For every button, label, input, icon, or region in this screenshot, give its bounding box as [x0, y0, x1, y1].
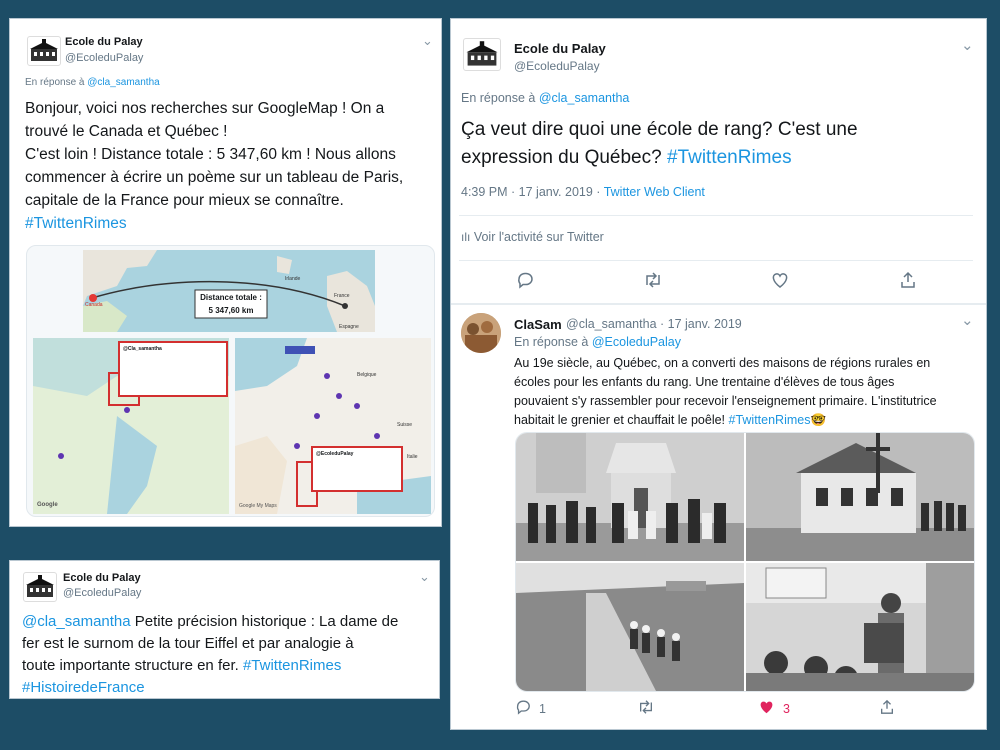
like-icon[interactable]	[771, 271, 789, 294]
author-handle[interactable]: @EcoleduPalay	[65, 52, 144, 64]
map-place-espagne: Espagne	[339, 324, 359, 330]
map-place-canada: Canada	[85, 302, 103, 308]
reply-text-line: Au 19e siècle, au Québec, on a converti des maisons de régions rurales en	[514, 356, 931, 370]
tweet-text-line	[461, 144, 981, 172]
tweet-timestamp[interactable]: 4:39 PM · 17 janv. 2019 ·	[461, 185, 604, 199]
share-icon[interactable]	[899, 271, 917, 294]
reply-context	[461, 91, 629, 105]
divider	[451, 303, 986, 305]
hashtag-link[interactable]: #HistoiredeFrance	[22, 679, 145, 696]
tweet-text	[25, 97, 437, 235]
reply-prefix: En réponse à	[461, 91, 536, 105]
tweet-text-segment: Petite précision historique : La dame de	[130, 613, 399, 630]
reply-text	[514, 354, 984, 430]
tweet-text-line: C'est loin ! Distance totale : 5 347,60 km ! Nous allons	[25, 146, 396, 163]
reply-prefix: En réponse à	[514, 335, 589, 349]
chevron-down-icon[interactable]: ⌄	[419, 569, 430, 584]
bar-chart-icon: ılı	[461, 230, 471, 244]
reply-text-line: écoles pour les enfants du rang. Une trentaine d'élèves de tous âges	[514, 375, 895, 389]
reply-icon[interactable]	[516, 271, 534, 294]
reply-mention-link[interactable]: @EcoleduPalay	[591, 335, 681, 349]
tweet-text-line: Bonjour, voici nos recherches sur GoogleMap ! On a	[25, 100, 385, 117]
reply-mention-link[interactable]: @cla_samantha	[87, 77, 160, 88]
nerd-face-emoji: 🤓	[810, 413, 827, 427]
tweet-text	[22, 611, 436, 699]
hashtag-link[interactable]: #TwittenRimes	[242, 657, 342, 674]
reply-avatar[interactable]	[461, 313, 501, 353]
google-logo: Google	[37, 502, 58, 508]
reply-count: 1	[539, 702, 546, 716]
activity-label: Voir l'activité sur Twitter	[473, 230, 604, 244]
mention-link[interactable]: @cla_samantha	[22, 613, 131, 630]
hashtag-link[interactable]: #TwittenRimes	[666, 147, 792, 168]
map-popup-right-title: @EcoleduPalay	[316, 451, 354, 457]
reply-context	[514, 335, 681, 349]
author-handle[interactable]: @EcoleduPalay	[63, 587, 142, 599]
school-logo-avatar[interactable]	[27, 36, 61, 66]
map-place-italie: Italie	[407, 454, 418, 460]
chevron-down-icon[interactable]: ⌄	[961, 312, 974, 329]
reply-author-name[interactable]: ClaSam	[514, 317, 562, 332]
client-link[interactable]: Twitter Web Client	[603, 185, 705, 199]
chevron-down-icon[interactable]: ⌄	[961, 37, 974, 54]
tweet-card-map	[9, 18, 442, 527]
tweet-text-segment: expression du Québec?	[461, 147, 667, 168]
tweet-text	[461, 116, 981, 172]
distance-label: Distance totale :	[200, 293, 262, 302]
map-illustration	[27, 246, 434, 516]
reply-context	[25, 77, 160, 88]
divider	[459, 215, 973, 216]
author-name[interactable]: Ecole du Palay	[65, 36, 143, 48]
reply-mention-link[interactable]: @cla_samantha	[538, 91, 630, 105]
tweet-text-line: Ça veut dire quoi une école de rang? C'est une	[461, 119, 858, 140]
tweet-meta	[461, 185, 705, 199]
distance-box	[195, 290, 267, 317]
photo-schoolhouse-children[interactable]	[516, 433, 744, 561]
map-image[interactable]	[26, 245, 435, 517]
divider	[459, 260, 973, 261]
reply-icon[interactable]	[515, 699, 531, 720]
hashtag-link[interactable]: #TwittenRimes	[728, 413, 811, 427]
google-mymaps-logo: Google My Maps	[239, 503, 277, 509]
tweet-text-line: commencer à écrire un poème sur un tableau de Paris,	[25, 169, 404, 186]
author-handle[interactable]: @EcoleduPalay	[514, 59, 600, 73]
tweet-card-precision	[9, 560, 440, 699]
tweet-text-line	[22, 655, 436, 677]
tweet-text-line: capitale de la France pour mieux se connaître.	[25, 192, 344, 209]
tweet-card-thread	[450, 18, 987, 730]
map-place-belgique: Belgique	[357, 372, 377, 378]
map-place-france: France	[334, 293, 350, 299]
tweet-text-line: fer est le surnom de la tour Eiffel et par analogie à	[22, 635, 354, 652]
distance-value: 5 347,60 km	[208, 306, 254, 315]
map-popup-left-title: @Cla_samantha	[123, 346, 162, 352]
chevron-down-icon[interactable]: ⌄	[422, 33, 433, 48]
tweet-text-segment: toute importante structure en fer.	[22, 657, 243, 674]
activity-link[interactable]	[461, 230, 604, 244]
photo-classroom-teacher[interactable]	[746, 563, 974, 691]
retweet-icon[interactable]	[637, 699, 655, 720]
reply-text-segment: habitait le grenier et chauffait le poêle!	[514, 413, 729, 427]
hashtag-link[interactable]: #TwittenRimes	[25, 215, 127, 232]
share-icon[interactable]	[879, 699, 895, 720]
like-icon-filled[interactable]	[758, 699, 775, 720]
photo-church-school[interactable]	[746, 433, 974, 561]
tweet-text-line	[22, 611, 436, 633]
photo-children-path[interactable]	[516, 563, 744, 691]
reply-author-handle[interactable]: @cla_samantha · 17 janv. 2019	[566, 317, 742, 331]
author-name[interactable]: Ecole du Palay	[514, 41, 606, 56]
photo-grid[interactable]	[515, 432, 975, 692]
school-logo-avatar[interactable]	[23, 572, 57, 602]
like-count: 3	[783, 702, 790, 716]
map-place-irlande: Irlande	[285, 276, 301, 282]
reply-text-line	[514, 411, 984, 430]
reply-text-line: pouvaient s'y rassembler pour recevoir l'enseignement primaire. L'institutrice	[514, 394, 937, 408]
author-name[interactable]: Ecole du Palay	[63, 572, 141, 584]
tweet-text-line: trouvé le Canada et Québec !	[25, 123, 228, 140]
reply-prefix: En réponse à	[25, 77, 85, 88]
retweet-icon[interactable]	[643, 271, 663, 294]
map-place-suisse: Suisse	[397, 422, 413, 428]
school-logo-avatar[interactable]	[463, 38, 501, 71]
